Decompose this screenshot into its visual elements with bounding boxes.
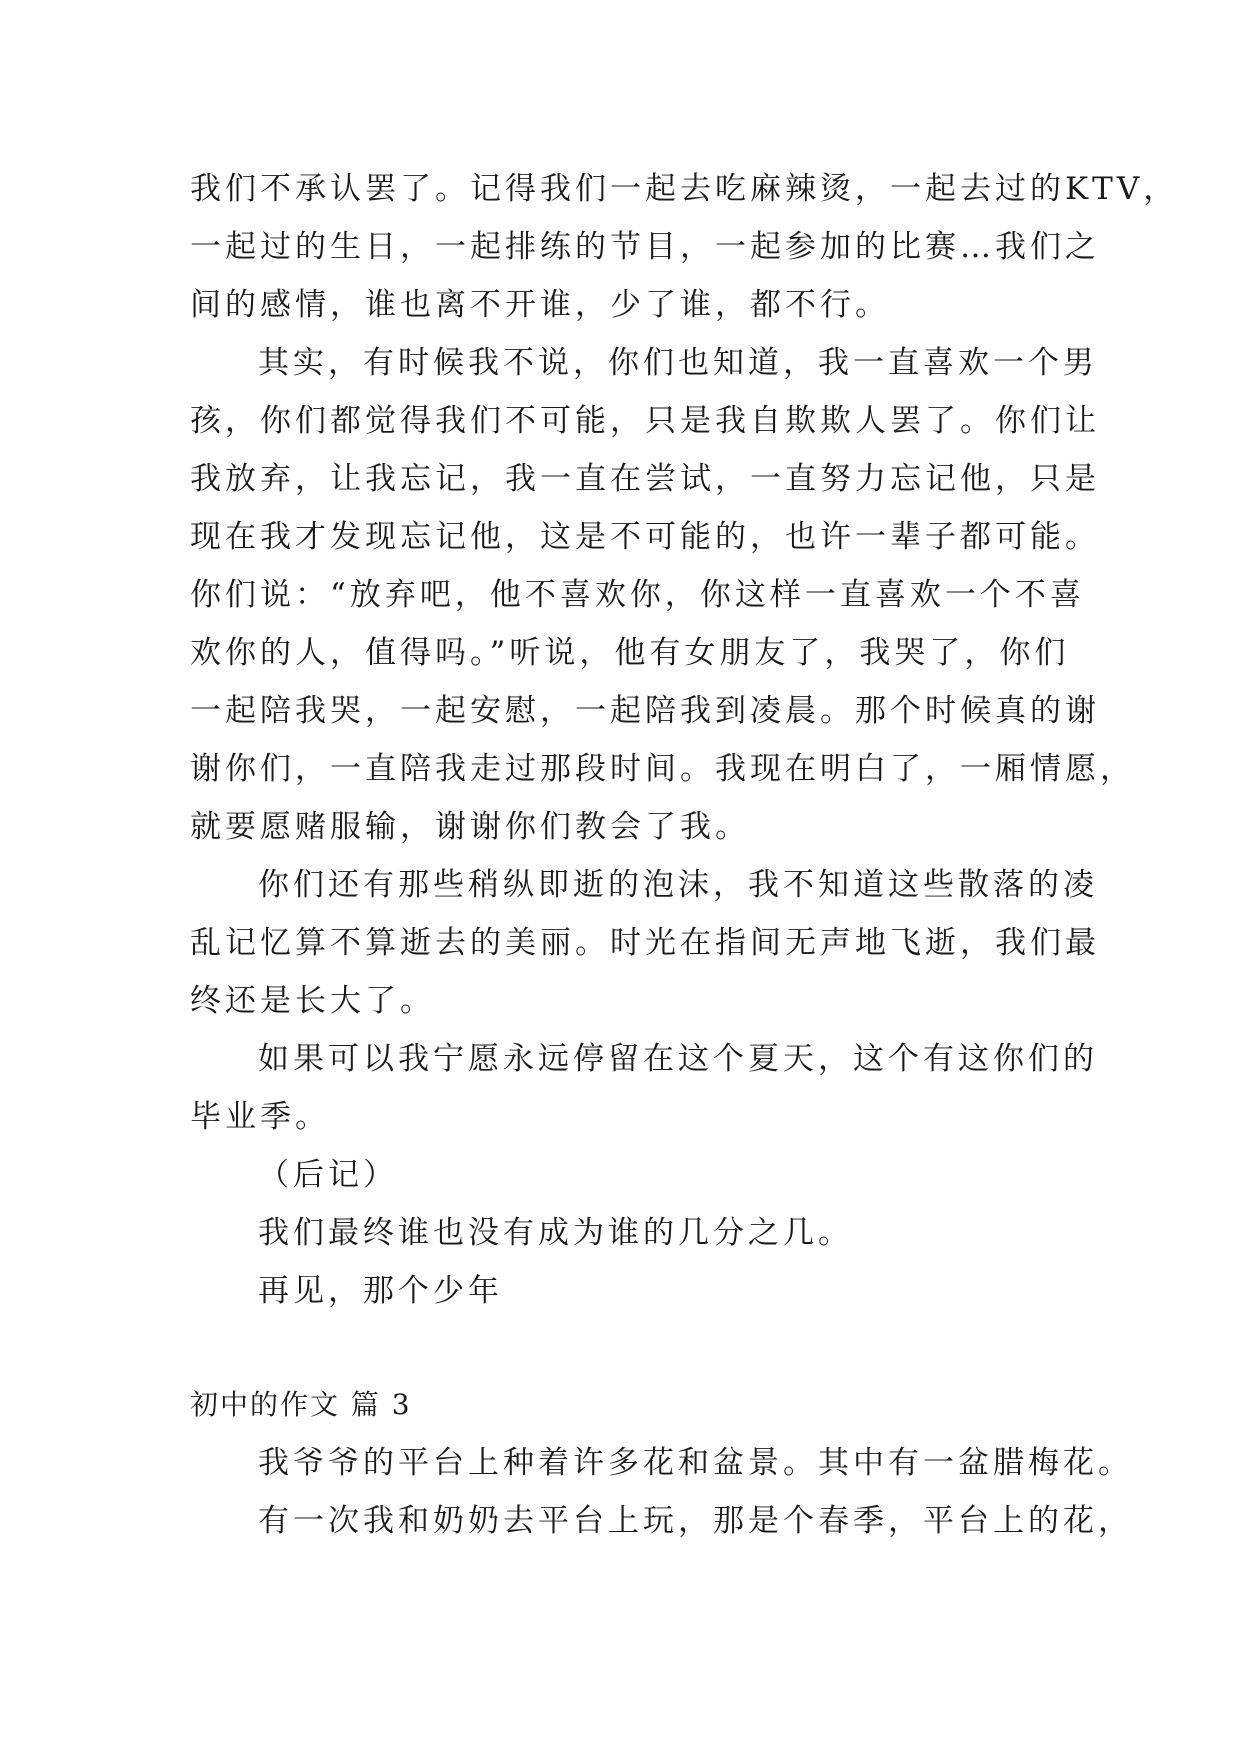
text-line: 间的感情，谁也离不开谁，少了谁，都不行。 [190, 287, 890, 323]
text-line: 我们不承认罢了。记得我们一起去吃麻辣烫，一起去过的KTV， [190, 171, 1179, 207]
text-line: 你们说：“放弃吧，他不喜欢你，你这样一直喜欢一个不喜 [190, 577, 1085, 613]
section-heading: 初中的作文 篇 3 [190, 1388, 412, 1421]
document-body [190, 160, 1179, 1550]
paragraph-start-line: 我们最终谁也没有成为谁的几分之几。 [258, 1215, 853, 1251]
paragraph-start-line: 你们还有那些稍纵即逝的泡沫，我不知道这些散落的凌 [258, 867, 1098, 903]
text-line: 一起陪我哭，一起安慰，一起陪我到凌晨。那个时候真的谢 [190, 693, 1100, 729]
text-line: 谢你们，一直陪我走过那段时间。我现在明白了，一厢情愿， [190, 751, 1135, 787]
text-line: 终还是长大了。 [190, 983, 435, 1019]
text-line: 一起过的生日，一起排练的节目，一起参加的比赛…我们之 [190, 229, 1100, 265]
text-line: 我放弃，让我忘记，我一直在尝试，一直努力忘记他，只是 [190, 461, 1100, 497]
paragraph-start-line: 我爷爷的平台上种着许多花和盆景。其中有一盆腊梅花。 [258, 1445, 1133, 1481]
paragraph-start-line: 有一次我和奶奶去平台上玩，那是个春季，平台上的花， [258, 1503, 1133, 1539]
text-line: 欢你的人，值得吗。”听说，他有女朋友了，我哭了，你们 [190, 635, 1070, 671]
text-line: 乱记忆算不算逝去的美丽。时光在指间无声地飞逝，我们最 [190, 925, 1100, 961]
paragraph-start-line: 其实，有时候我不说，你们也知道，我一直喜欢一个男 [258, 345, 1098, 381]
paragraph-start-line: 再见，那个少年 [258, 1273, 503, 1309]
paragraph-start-line: 如果可以我宁愿永远停留在这个夏天，这个有这你们的 [258, 1041, 1098, 1077]
text-line: 就要愿赌服输，谢谢你们教会了我。 [190, 809, 750, 845]
afterword-label: （后记） [258, 1157, 398, 1193]
text-line: 孩，你们都觉得我们不可能，只是我自欺欺人罢了。你们让 [190, 403, 1100, 439]
text-line: 现在我才发现忘记他，这是不可能的，也许一辈子都可能。 [190, 519, 1100, 555]
text-line: 毕业季。 [190, 1099, 330, 1135]
section-gap [190, 1320, 1090, 1376]
